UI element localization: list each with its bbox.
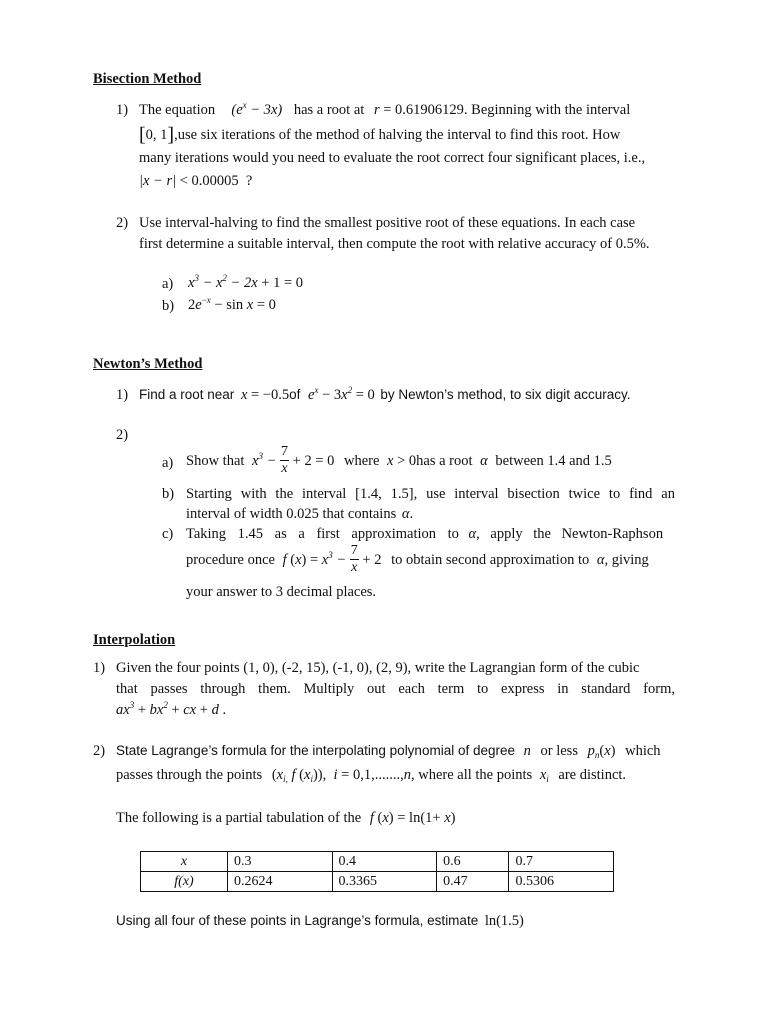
interp-q2-line2: passes through the points ($x_{i,}$ f $(x_i)$), i = 0,1,.......,n, where all the points $x_i$ are distinct. bbox=[116, 767, 627, 784]
data-table bbox=[140, 851, 614, 892]
interpolation-heading: Interpolation bbox=[93, 632, 176, 648]
bisection-q2b-label: b) bbox=[162, 298, 175, 314]
newton-q2-number: 2) bbox=[116, 427, 129, 443]
interp-q2-line1: State Lagrange’s formula for the interpolating polynomial of degree n or less $p_n(x)$ which bbox=[116, 743, 661, 760]
newton-q1-number: 1) bbox=[116, 387, 129, 403]
bisection-q2a-equation: $x^3 - x^2 - 2x + 1 = 0$ bbox=[188, 273, 304, 291]
table-cell: 0.47 bbox=[437, 872, 509, 892]
interp-q2-last-line: Using all four of these points in Lagrange’s formula, estimate ln(1.5) bbox=[116, 913, 524, 929]
table-cell: 0.6 bbox=[437, 852, 509, 872]
newton-q2b-label: b) bbox=[162, 486, 175, 502]
newton-q1-line: Find a root near x = −0.5of $e^x - 3x^2 = 0$ by Newton’s method, to six digit accuracy. bbox=[139, 385, 631, 403]
table-cell: 0.2624 bbox=[228, 872, 333, 892]
newton-heading: Newton’s Method bbox=[93, 356, 203, 372]
table-row bbox=[141, 872, 614, 892]
table-row-label-x: x bbox=[141, 852, 228, 872]
newton-q2c-line1: Taking 1.45 as a first approximation to α, apply the Newton-Raphson bbox=[186, 526, 664, 542]
bisection-q1-line2: [0, 1],use six iterations of the method of halving the interval to find this root. How bbox=[139, 124, 621, 146]
bisection-q2b-equation: $2e^{-x} - \sin x = 0$ bbox=[188, 295, 276, 313]
interp-q2-number: 2) bbox=[93, 743, 106, 759]
bisection-q2-number: 2) bbox=[116, 215, 129, 231]
interp-q2-line3: The following is a partial tabulation of the f (x) = ln(1+ x) bbox=[116, 810, 456, 826]
newton-q2c-label: c) bbox=[162, 526, 174, 542]
bisection-q1-line1: The equation $(e^x - 3x)$ has a root at r = 0.61906129. Beginning with the interval bbox=[139, 100, 631, 118]
bisection-heading: Bisection Method bbox=[93, 71, 202, 87]
table-row-label-fx: f(x) bbox=[141, 872, 228, 892]
bisection-q1-line4: |x − r| < 0.00005 ? bbox=[139, 173, 253, 189]
bisection-q1-number: 1) bbox=[116, 102, 129, 118]
newton-q2c-line3: your answer to 3 decimal places. bbox=[186, 584, 377, 600]
newton-q2a-line: Show that $x^3$ − $\frac{7}{x}$ + 2 = 0 where x > 0has a root α between 1.4 and 1.5 bbox=[186, 444, 612, 476]
newton-q2b-line1: Starting with the interval [1.4, 1.5], use interval bisection twice to find an bbox=[186, 486, 675, 502]
table-cell: 0.3 bbox=[228, 852, 333, 872]
table-cell: 0.7 bbox=[509, 852, 614, 872]
newton-q2b-line2: interval of width 0.025 that contains α. bbox=[186, 506, 414, 522]
bisection-q1-line3: many iterations would you need to evaluate the root correct four significant places, i.e., bbox=[139, 150, 646, 166]
table-cell: 0.4 bbox=[332, 852, 437, 872]
interp-q1-line2: that passes through them. Multiply out each term to express in standard form, bbox=[116, 681, 675, 697]
interp-q1-line3: $ax^3 + bx^2$ + cx + d . bbox=[116, 700, 227, 718]
table-cell: 0.5306 bbox=[509, 872, 614, 892]
interp-q1-line1: Given the four points (1, 0), (-2, 15), (-1, 0), (2, 9), write the Lagrangian form of the cubic bbox=[116, 660, 640, 676]
bisection-q2-line1: Use interval-halving to find the smallest positive root of these equations. In each case bbox=[139, 215, 636, 231]
newton-q2c-line2: procedure once f $(x) = x^3$ − $\frac{7}{x}$ + 2 to obtain second approximation to α, giving bbox=[186, 543, 649, 575]
newton-q2a-label: a) bbox=[162, 455, 174, 471]
bisection-q2a-label: a) bbox=[162, 276, 174, 292]
bisection-q2-line2: first determine a suitable interval, then compute the root with relative accuracy of 0.5%. bbox=[139, 236, 650, 252]
table-row bbox=[141, 852, 614, 872]
table-cell: 0.3365 bbox=[332, 872, 437, 892]
interp-q1-number: 1) bbox=[93, 660, 106, 676]
